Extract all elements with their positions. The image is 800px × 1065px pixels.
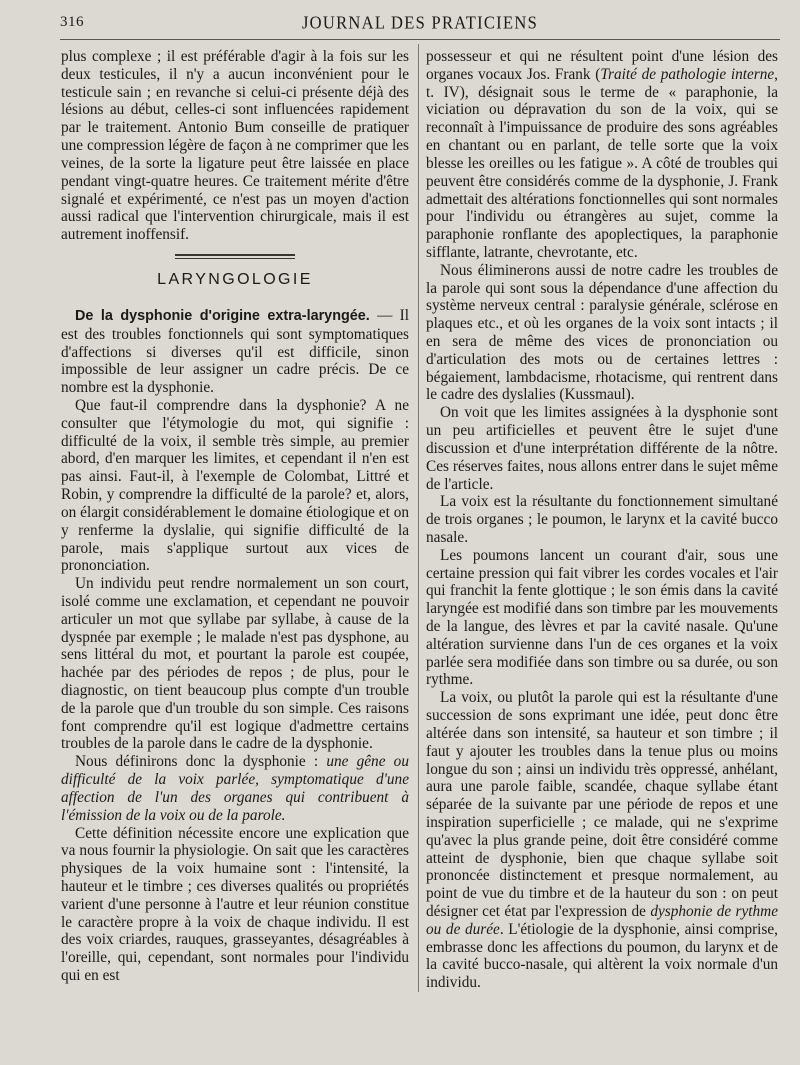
- cited-work-title: Traité de pathologie interne: [600, 65, 775, 83]
- article-first-paragraph-text: — Il est des troubles fonctionnels qui sont symptomatiques d'affections si diverses qu'il est difficile, sinon impossible de leur assigner un cadre précis. De ce nombre est la dysphonie.: [61, 306, 409, 397]
- right-column: [426, 48, 778, 992]
- term-emphasis: dysphonie de rythme ou de durée: [426, 903, 778, 938]
- left-column: [61, 48, 409, 985]
- paragraph: Les poumons lancent un courant d'air, sous une certaine pression qui fait vibrer les cordes vocales et l'air qui franchit la fente glottique ; le son émis dans la cavité laryngée est modifié dans son timbre par les mouvements de la langue, des lèvres et par la cavité nasale. Qu'une altération survienne dans l'un de ces organes et la voix parlée sera modifiée dans son timbre ou sa durée, ou son rythme.: [426, 546, 778, 689]
- header-rule: [60, 39, 780, 40]
- paragraph-continuation: plus complexe ; il est préférable d'agir à la fois sur les deux testicules, il n'y a aucun inconvénient pour le testicule sain ; en revanche si celui-ci présente déjà des lésions au début, celles-ci sont influencées rapidement par le traitement. Antonio Bum conseille de pratiquer une compression légère de façon à ne comprimer que les veines, de la sorte la ligature peut être laissée en place pendant vingt-quatre heures. Ce traitement mérite d'être signalé et expérimenté, ce n'est pas un moyen d'action aussi radical que l'intervention chirurgicale, mais il est autrement inoffensif.: [61, 48, 409, 244]
- text-run: possesseur et qui ne résultent point d'une lésion des organes vocaux Jos. Frank (: [426, 48, 778, 83]
- paragraph: Cette définition nécessite encore une explication que va nous fournir la physiologie. On sait que les caractères physiques de la voix humaine sont : l'intensité, la hauteur et le timbre ; ces diverses qualités ou propriétés varient d'une personne à l'autre et leur réunion constitue le caractère propre à la voix de chaque individu. Il est des voix criardes, rauques, grasseyantes, désagréables à l'oreille, qui, cependant, sont normales pour l'individu qui en est: [61, 824, 409, 984]
- section-title: LARYNGOLOGIE: [157, 270, 313, 288]
- section-ornament: [175, 254, 295, 261]
- paragraph-continued: [426, 48, 778, 262]
- text-run: La voix, ou plutôt la parole qui est la résultante d'une succession de sons exprimant une idée, peut donc être altérée dans son intensité, sa hauteur et son timbre ; il faut y ajouter les troubles dans la tenue plus ou moins longue du son ; ainsi un individu très oppressé, anhélant, aura une parole faible, scandée, chaque syllabe étant séparée de la suivante par une période de repos et une inspiration superficielle ; ce malade, qui ne s'exprime qu'avec la plus grande peine, doit être considéré comme atteint de dysphonie, bien que chaque syllabe soit prononcée distinctement et presque normalement, au point de vue du timbre et de la hauteur du son : on peut désigner cet état par l'expression de: [426, 689, 778, 920]
- paragraph: Un individu peut rendre normalement un son court, isolé comme une exclamation, et cependant ne pouvoir articuler un mot que syllabe par syllabe, à cause de la dyspnée par exemple ; le malade n'est pas dysphone, au sens littéral du mot, et pourtant la parole est coupée, hachée par des périodes de repos ; de plus, pour le diagnostic, on tient beaucoup plus compte d'un trouble de la parole que d'un trouble du son simple. Ces raisons font comprendre qu'il est logique d'admettre certains troubles de la parole dans le cadre de la dysphonie.: [61, 575, 409, 753]
- definition-text: une gêne ou difficulté de la voix parlée, symptomatique d'une affection de l'un des organes qui contribuent à l'émission de la voix ou de la parole.: [61, 753, 409, 824]
- running-head: JOURNAL DES PRATICIENS: [301, 12, 539, 33]
- text-run: . L'étiologie de la dysphonie, ainsi comprise, embrasse donc les affections du poumon, du larynx et de la cavité bucco-nasale, qui altèrent la voix normale d'un individu.: [426, 920, 778, 992]
- column-divider: [418, 44, 419, 992]
- paragraph: On voit que les limites assignées à la dysphonie sont un peu artificielles et peuvent être le sujet d'une discussion et d'une interprétation différente de la nôtre. Ces réserves faites, nous allons entrer dans le sujet même de l'article.: [426, 404, 778, 493]
- text-run: , t. IV), désignait sous le terme de « paraphonie, la viciation ou dépravation du son de la voix, qui se reconnaît à l'impuissance de produire des sons agréables en chantant ou en parlant, de telle sorte que la voix blesse les oreilles ou les fatigue ». A côté de troubles qui peuvent être considérés comme de la dysphonie, J. Frank admettait des altérations fonctionnelles qui sont normales pour l'individu ou étrangères au sujet, comme la paraphonie ronflante des apoplectiques, la paraphonie sifflante, latrante, chevrotante, etc.: [426, 65, 778, 261]
- definition-paragraph: [61, 753, 409, 824]
- article-first-paragraph: [61, 307, 409, 397]
- page-number: 316: [60, 14, 84, 30]
- paragraph: [426, 689, 778, 992]
- paragraph: Nous éliminerons aussi de notre cadre les troubles de la parole qui sont sous la dépendance d'une affection du système nerveux central : paralysie générale, sclérose en plaques etc., et où les organes de la voix sont intacts ; il en sera de même des vices de prononciation ou d'articulation des mots ou de certaines lettres : bégaiement, lambdacisme, rhotacisme, qui rentrent dans le cadre des dyslalies (Kussmaul).: [426, 261, 778, 404]
- paragraph: Que faut-il comprendre dans la dysphonie? A ne consulter que l'étymologie du mot, qui signifie : difficulté de la voix, il semble très simple, au premier abord, d'en marquer les limites, et cependant il n'en est pas ainsi. Faut-il, à l'exemple de Colombat, Littré et Robin, y comprendre la difficulté de la parole? et, alors, on élargit considérablement le domaine étiologique et on y renferme la dyslalie, qui signifie difficulté de la parole, mais s'applique surtout aux vices de prononciation.: [61, 397, 409, 575]
- page-header: [60, 12, 780, 38]
- article-title: De la dysphonie d'origine extra-laryngée.: [75, 307, 370, 324]
- paragraph: La voix est la résultante du fonctionnement simultané de trois organes ; le poumon, le larynx et la cavité bucco nasale.: [426, 493, 778, 546]
- definition-intro: Nous définirons donc la dysphonie :: [75, 753, 327, 771]
